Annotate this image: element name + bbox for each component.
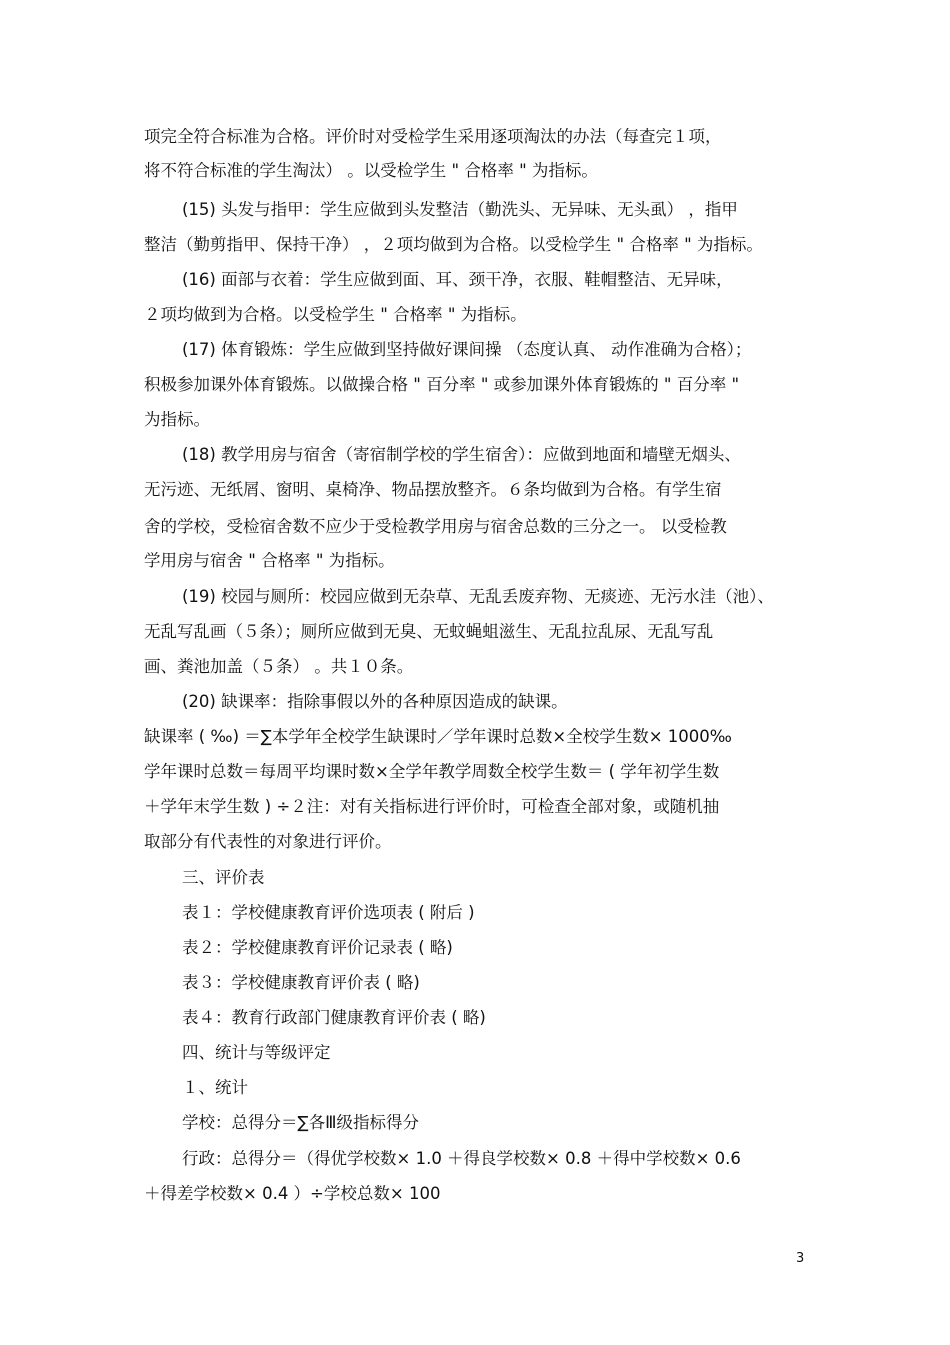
text-line: ２项均做到为合格。以受检学生 " 合格率 " 为指标。 [144, 305, 527, 324]
paragraph-19-line: (19) 校园与厕所：校园应做到无杂草、无乱丢废弃物、无痰迹、无污水洼（池）、 [182, 587, 774, 606]
formula-line: 行政：总得分＝（得优学校数× 1.0 ＋得良学校数× 0.8 ＋得中学校数× 0.6 [182, 1149, 741, 1168]
paragraph-17-line: (17) 体育锻炼：学生应做到坚持做好课间操 （态度认真、 动作准确为合格）； [182, 340, 752, 359]
text-line: 为指标。 [144, 410, 210, 429]
text-line: 无污迹、无纸屑、窗明、桌椅净、物品摆放整齐。６条均做到为合格。有学生宿 [144, 480, 722, 499]
text-line: 取部分有代表性的对象进行评价。 [144, 832, 392, 851]
paragraph-15-line: (15) 头发与指甲：学生应做到头发整洁（勤洗头、无异味、无头虱） ，指甲 [182, 200, 738, 219]
formula-line: 学校：总得分＝∑各Ⅲ级指标得分 [182, 1113, 419, 1132]
section-heading: 三、评价表 [182, 868, 265, 887]
text-line: ＋学年末学生数 ) ÷２注：对有关指标进行评价时，可检查全部对象，或随机抽 [144, 797, 720, 816]
table-list-item: 表２：学校健康教育评价记录表 ( 略) [182, 938, 453, 957]
text-line: 学年课时总数＝每周平均课时数×全学年教学周数全校学生数＝ ( 学年初学生数 [144, 762, 720, 781]
text-line: 舍的学校，受检宿舍数不应少于受检教学用房与宿舍总数的三分之一。 以受检教 [144, 517, 727, 536]
text-line: 项完全符合标准为合格。评价时对受检学生采用逐项淘汰的办法（每查完１项， [144, 127, 722, 146]
text-line: 将不符合标准的学生淘汰） 。以受检学生 " 合格率 " 为指标。 [144, 161, 598, 180]
text-line: 整洁（勤剪指甲、保持干净） ，２项均做到为合格。以受检学生 " 合格率 " 为指标。 [144, 235, 763, 254]
page-number: 3 [796, 1251, 805, 1266]
table-list-item: 表３：学校健康教育评价表 ( 略) [182, 973, 420, 992]
paragraph-18-line: (18) 教学用房与宿舍（寄宿制学校的学生宿舍）：应做到地面和墙壁无烟头、 [182, 445, 741, 464]
text-line: 无乱写乱画（５条）；厕所应做到无臭、无蚊蝇蛆滋生、无乱拉乱尿、无乱写乱 [144, 622, 714, 641]
section-heading: 四、统计与等级评定 [182, 1043, 331, 1062]
table-list-item: 表４：教育行政部门健康教育评价表 ( 略) [182, 1008, 486, 1027]
subsection-heading: １、统计 [182, 1078, 248, 1097]
text-line: 学用房与宿舍 " 合格率 " 为指标。 [144, 551, 395, 570]
paragraph-20-line: (20) 缺课率：指除事假以外的各种原因造成的缺课。 [182, 692, 568, 711]
formula-line: 缺课率 ( ‰) ＝∑本学年全校学生缺课时／学年课时总数×全校学生数× 1000‰ [144, 727, 732, 746]
formula-line: ＋得差学校数× 0.4 ）÷学校总数× 100 [144, 1184, 441, 1203]
text-line: 积极参加课外体育锻炼。以做操合格 " 百分率 " 或参加课外体育锻炼的 " 百分率 " [144, 375, 740, 394]
text-line: 画、粪池加盖（５条） 。共１０条。 [144, 657, 414, 676]
table-list-item: 表１：学校健康教育评价选项表 ( 附后 ) [182, 903, 475, 922]
paragraph-16-line: (16) 面部与衣着：学生应做到面、耳、颈干净，衣服、鞋帽整洁、无异味， [182, 270, 733, 289]
